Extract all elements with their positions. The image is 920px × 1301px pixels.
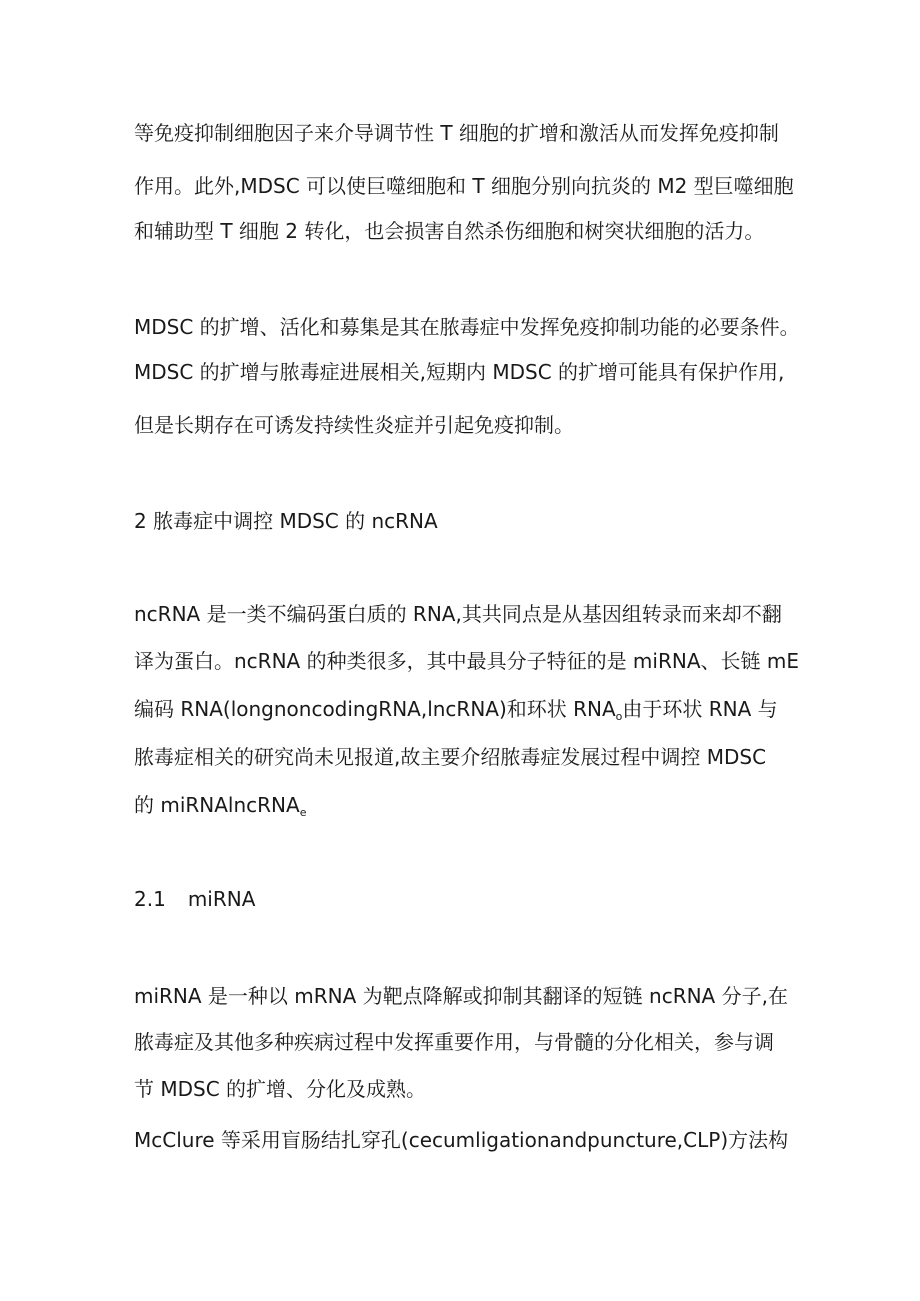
paragraph-line: 等免疫抑制细胞因子来介导调节性 T 细胞的扩增和激活从而发挥免疫抑制 <box>134 121 779 145</box>
subscript-mark: e <box>299 806 307 819</box>
paragraph-text: 的 miRNAlncRNA <box>134 793 300 817</box>
paragraph-line: MDSC 的扩增、活化和募集是其在脓毒症中发挥免疫抑制功能的必要条件。 <box>134 315 800 339</box>
paragraph-line: 但是长期存在可诱发持续性炎症并引起免疫抑制。 <box>134 413 574 437</box>
paragraph-text: 编码 RNA(longnoncodingRNA,lncRNA)和环状 RNA <box>134 697 616 721</box>
section-heading: 2 脓毒症中调控 MDSC 的 ncRNA <box>134 509 438 533</box>
paragraph-line: MDSC 的扩增与脓毒症进展相关,短期内 MDSC 的扩增可能具有保护作用, <box>134 360 785 384</box>
paragraph-line: ncRNA 是一类不编码蛋白质的 RNA,其共同点是从基因组转录而来却不翻 <box>134 602 782 626</box>
paragraph-line <box>134 696 814 730</box>
paragraph-line: 节 MDSC 的扩增、分化及成熟。 <box>134 1077 427 1101</box>
subscript-mark: o <box>615 710 623 723</box>
paragraph-line: 作用。此外,MDSC 可以使巨噬细胞和 T 细胞分别向抗炎的 M2 型巨噬细胞 <box>134 174 794 198</box>
subsection-heading <box>134 886 814 912</box>
paragraph-line: 译为蛋白。ncRNA 的种类很多，其中最具分子特征的是 miRNA、长链 mE <box>134 649 799 673</box>
paragraph-line: 脓毒症及其他多种疾病过程中发挥重要作用，与骨髓的分化相关，参与调 <box>134 1030 774 1054</box>
paragraph-line: McClure 等采用盲肠结扎穿孔(cecumligationandpuncture,CLP)方法构 <box>134 1128 789 1152</box>
subsection-title: miRNA <box>187 887 256 911</box>
paragraph-line: 和辅助型 T 细胞 2 转化，也会损害自然杀伤细胞和树突状细胞的活力。 <box>134 219 765 243</box>
paragraph-text: 由于环状 RNA 与 <box>622 697 778 721</box>
paragraph-line: 脓毒症相关的研究尚未见报道,故主要介绍脓毒症发展过程中调控 MDSC <box>134 745 767 769</box>
subsection-number: 2.1 <box>134 887 166 911</box>
paragraph-line: miRNA 是一种以 mRNA 为靶点降解或抑制其翻译的短链 ncRNA 分子,在 <box>134 984 788 1008</box>
paragraph-line <box>134 792 814 826</box>
